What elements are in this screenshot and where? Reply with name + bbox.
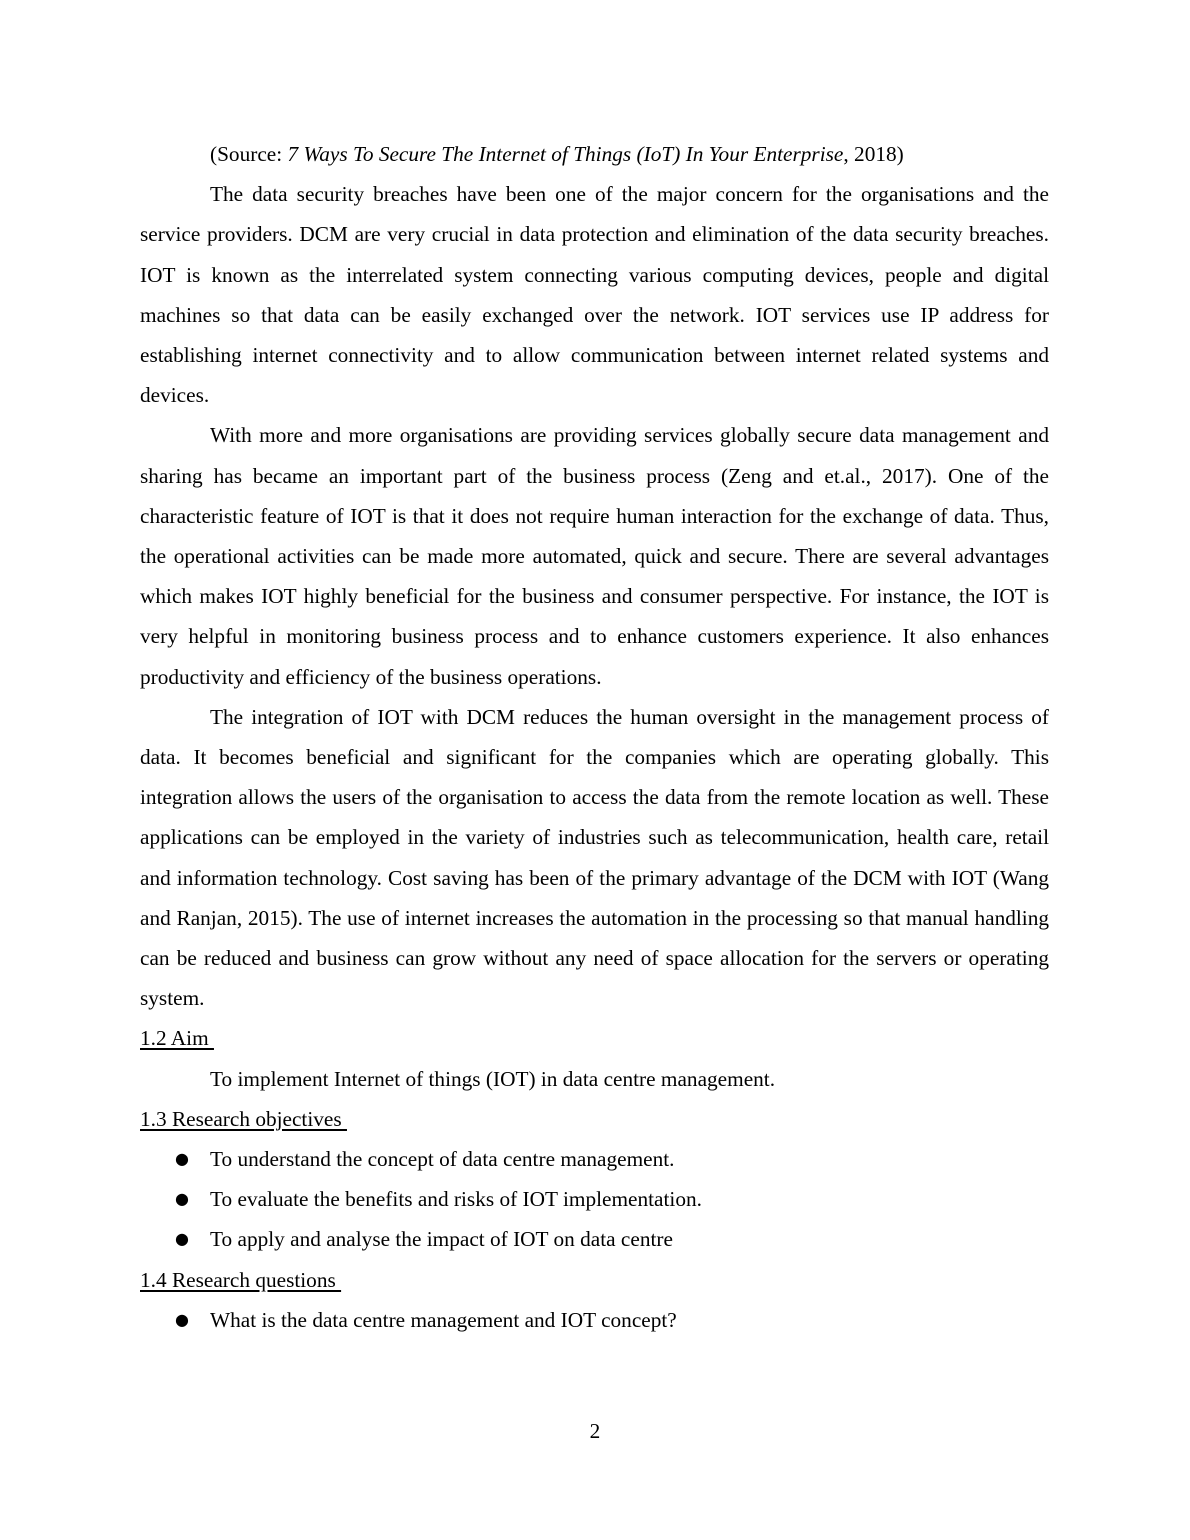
list-item-text: To understand the concept of data centre management.	[210, 1147, 675, 1172]
list-item	[140, 1179, 1049, 1219]
body-paragraph: With more and more organisations are providing services globally secure data management and sharing has became an important part of the business process (Zeng and et.al., 2017). One of the characteristic feature of IOT is that it does not require human interaction for the exchange of data. Thus, the operational activities can be made more automated, quick and secure. There are several advantages which makes IOT highly beneficial for the business and consumer perspective. For instance, the IOT is very helpful in monitoring business process and to enhance customers experience. It also enhances productivity and efficiency of the business operations.	[140, 423, 1049, 689]
bullet-icon: ●	[175, 1149, 189, 1169]
objectives-list	[140, 1139, 1049, 1260]
bullet-icon: ●	[175, 1309, 189, 1329]
page-number: 2	[589, 1419, 601, 1443]
list-item-text: To evaluate the benefits and risks of IOT implementation.	[210, 1187, 702, 1212]
figure-source-caption	[140, 134, 1049, 174]
source-suffix: , 2018)	[843, 142, 904, 166]
aim-text: To implement Internet of things (IOT) in data centre management.	[210, 1066, 776, 1091]
list-item-text: What is the data centre management and IOT concept?	[210, 1307, 677, 1332]
section-heading-aim: 1.2 Aim	[140, 1026, 214, 1051]
list-item	[140, 1300, 1049, 1340]
bullet-icon: ●	[175, 1189, 189, 1209]
body-paragraph: The integration of IOT with DCM reduces the human oversight in the management process of data. It becomes beneficial and significant for the companies which are operating globally. This integration allows the users of the organisation to access the data from the remote location as well. These applications can be employed in the variety of industries such as telecommunication, health care, retail and information technology. Cost saving has been of the primary advantage of the DCM with IOT (Wang and Ranjan, 2015). The use of internet increases the automation in the processing so that manual handling can be reduced and business can grow without any need of space allocation for the servers or operating system.	[140, 704, 1049, 1011]
body-paragraph: The data security breaches have been one of the major concern for the organisations and the service providers. DCM are very crucial in data protection and elimination of the data security breaches. IOT is known as the interrelated system connecting various computing devices, people and digital machines so that data can be easily exchanged over the network. IOT services use IP address for establishing internet connectivity and to allow communication between internet related systems and devices.	[140, 182, 1049, 408]
source-prefix: (Source:	[210, 142, 288, 166]
list-item-text: To apply and analyse the impact of IOT on data centre	[210, 1227, 673, 1252]
questions-list	[140, 1300, 1049, 1340]
source-title: 7 Ways To Secure The Internet of Things (IoT) In Your Enterprise	[287, 142, 844, 166]
bullet-icon: ●	[175, 1229, 189, 1249]
document-page	[140, 134, 1049, 1340]
list-item	[140, 1219, 1049, 1259]
list-item	[140, 1139, 1049, 1179]
section-heading-questions: 1.4 Research questions	[140, 1267, 342, 1292]
section-heading-objectives: 1.3 Research objectives	[140, 1106, 347, 1131]
